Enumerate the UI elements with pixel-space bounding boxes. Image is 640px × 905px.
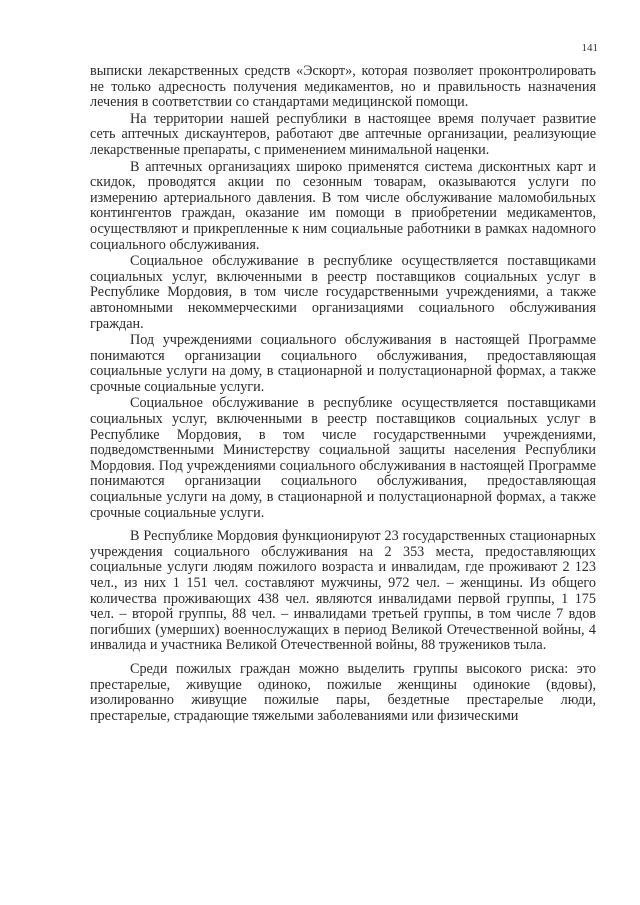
paragraph-5: Под учреждениями социального обслуживания в настоящей Программе понимаются организации социального обслуживания, предоставляющая социальные услуги на дому, в стационарной и полустационарной формах, а также срочные социальные услуги.: [90, 332, 596, 395]
paragraph-4: Социальное обслуживание в республике осуществляется поставщиками социальных услуг, включенными в реестр поставщиков социальных услуг в Республике Мордовия, в том числе государственными учреждениями, а также автономными некоммерческими организациями социального обслуживания граждан.: [90, 253, 596, 332]
paragraph-3: В аптечных организациях широко применятся система дисконтных карт и скидок, проводятся акции по сезонным товарам, оказываются услуги по измерению артериального давления. В том числе обслуживание маломобильных контингентов граждан, оказание им помощи в приобретении медикаментов, осуществляют и прикрепленные к ним социальные работники в рамках надомного социального обслуживания.: [90, 158, 596, 253]
paragraph-8: Среди пожилых граждан можно выделить группы высокого риска: это престарелые, живущие одиноко, пожилые женщины одинокие (вдовы), изолированно живущие пожилые пары, бездетные престарелые люди, престарелые, страдающие тяжелыми заболеваниями или физическими: [90, 660, 596, 724]
paragraph-7: В Республике Мордовия функционируют 23 государственных стационарных учреждения социального обслуживания на 2 353 места, предоставляющих социальные услуги людям пожилого возраста и инвалидам, где проживают 2 123 чел., из них 1 151 чел. составляют мужчины, 972 чел. – женщины. Из общего количества проживающих 438 чел. являются инвалидами первой группы, 1 175 чел. – второй группы, 88 чел. – инвалидами третьей группы, в том числе 7 вдов погибших (умерших) военнослужащих в период Великой Отечественной войны, 4 инвалида и участника Великой Отечественной войны, 88 тружеников тыла.: [90, 528, 596, 654]
paragraph-1: выписки лекарственных средств «Эскорт», которая позволяет проконтролировать не только адресность получения медикаментов, но и правильность назначения лечения в соответствии со стандартами медицинской помощи.: [90, 63, 596, 111]
paragraph-6: Социальное обслуживание в республике осуществляется поставщиками социальных услуг, включенными в реестр поставщиков социальных услуг в Республике Мордовия, в том числе государственными учреждениями, подведомственными Министерству социальной защиты населения Республики Мордовия. Под учреждениями социального обслуживания в настоящей Программе понимаются организации социального обслуживания, предоставляющая социальные услуги на дому, в стационарной и полустационарной формах, а также срочные социальные услуги.: [90, 395, 596, 521]
paragraph-2: На территории нашей республики в настоящее время получает развитие сеть аптечных дискаунтеров, работают две аптечные организации, реализующие лекарственные препараты, с применением минимальной наценки.: [90, 110, 596, 158]
document-body: [90, 64, 596, 724]
page-number: 141: [581, 42, 598, 54]
